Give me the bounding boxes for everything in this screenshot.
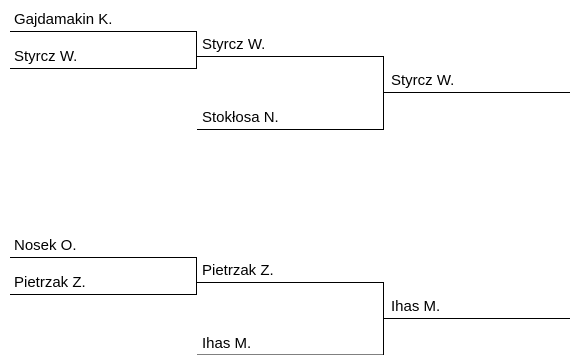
bracket-group-1 — [10, 11, 570, 130]
participant-name: Styrcz W. — [14, 48, 78, 65]
participant-name: Pietrzak Z. — [14, 274, 86, 291]
winner-name: Ihas M. — [391, 298, 441, 315]
participant-name: Nosek O. — [14, 237, 77, 254]
participant-name: Styrcz W. — [202, 36, 266, 53]
participant-name: Pietrzak Z. — [202, 262, 274, 279]
participant-name: Ihas M. — [202, 335, 252, 352]
participant-name: Stokłosa N. — [202, 109, 279, 126]
bracket-group-2 — [10, 237, 570, 355]
winner-name: Styrcz W. — [391, 72, 455, 89]
participant-name: Gajdamakin K. — [14, 11, 113, 28]
